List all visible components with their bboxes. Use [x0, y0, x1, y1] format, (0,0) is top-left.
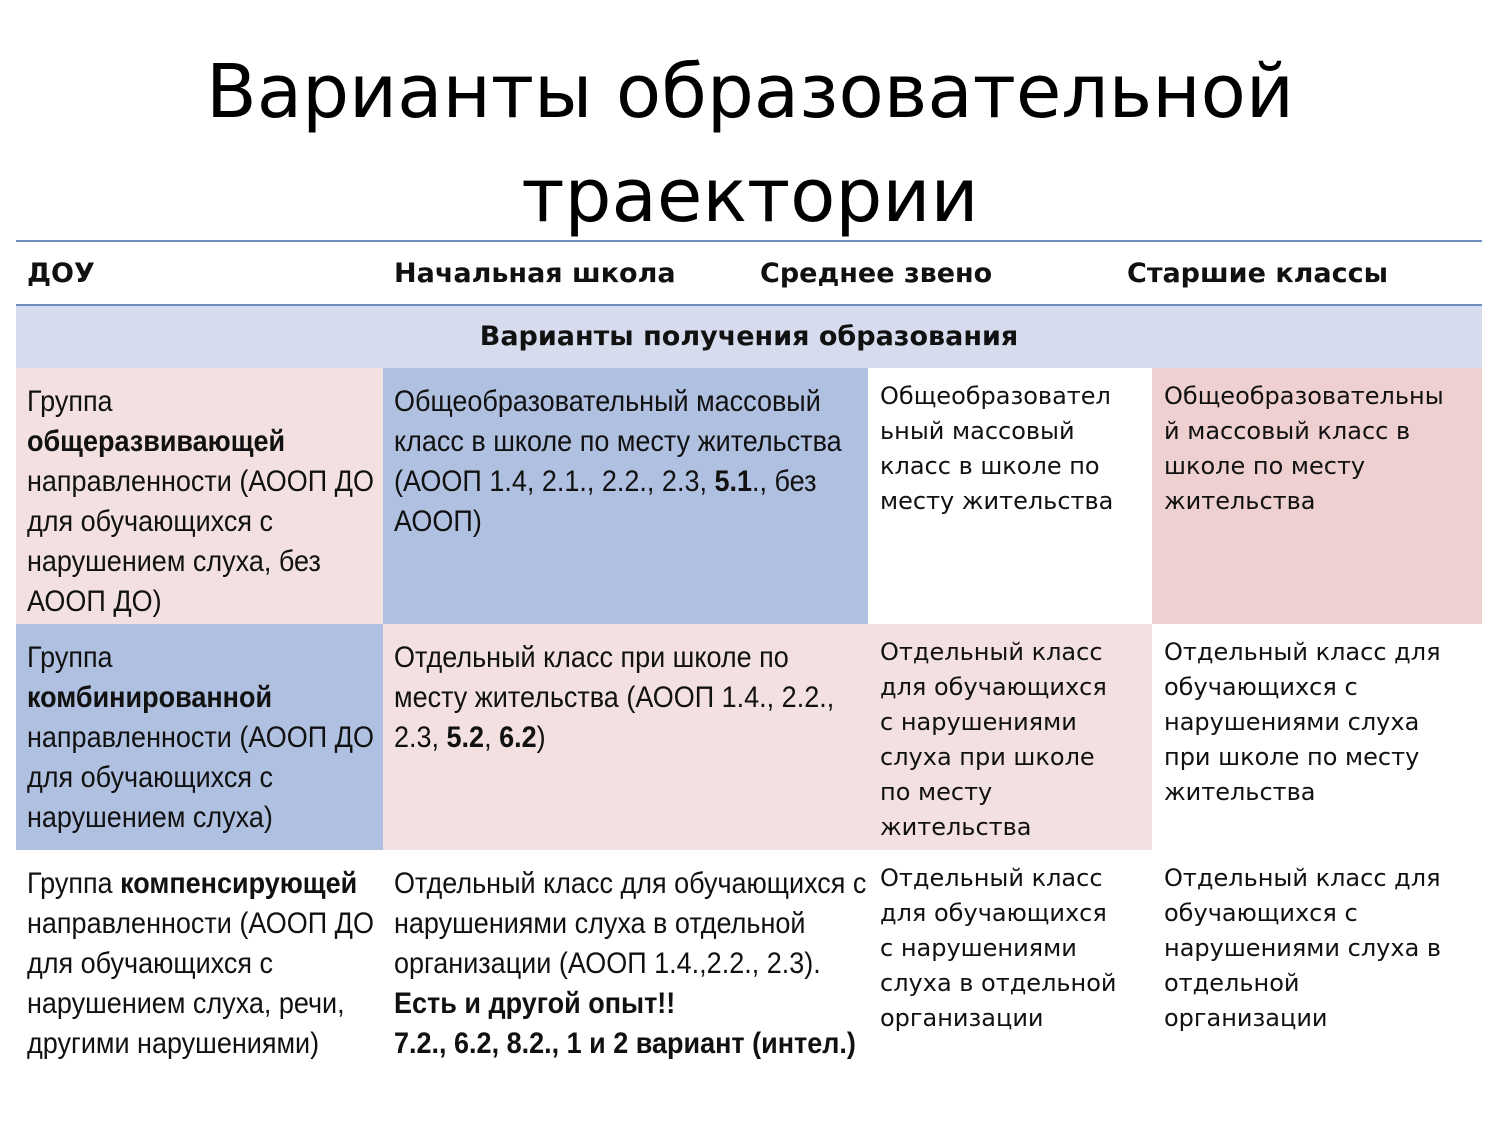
header-middle-school: Среднее звено — [760, 258, 993, 289]
row1-primary-a: Общеобразовательный массовый класс в школе по месту жительства (АООП 1.4, 2.1., 2.2., 2.3, — [394, 385, 842, 498]
row3-doy-c: направленности (АООП ДО для обучающихся с нарушением слуха, речи, другими нарушениями) — [27, 907, 374, 1060]
top-rule — [16, 240, 1482, 242]
row1-doy-cell — [16, 368, 383, 624]
row2-primary-e: ) — [536, 721, 546, 754]
row3-primary-a: Отдельный класс для обучающихся с нарушениями слуха в отдельной организации (АООП 1.4.,2.2., 2.3). — [394, 867, 867, 980]
row1-primary-cell — [383, 368, 868, 624]
row3-senior-text: Отдельный класс для обучающихся с нарушениями слуха в отдельной организации — [1164, 864, 1442, 1032]
row2-middle-text: Отдельный класс для обучающихся с нарушениями слуха при школе по месту жительства — [880, 638, 1107, 841]
row2-primary-text — [394, 638, 868, 758]
header-senior-classes: Старшие классы — [1127, 258, 1389, 289]
slide-title — [0, 40, 1500, 248]
row3-doy-b: компенсирующей — [120, 867, 358, 900]
row1-senior-text: Общеобразовательны й массовый класс в школе по месту жительства — [1164, 382, 1444, 515]
header-doy: ДОУ — [27, 258, 95, 289]
row2-primary-c: , — [484, 721, 500, 754]
header-primary-school: Начальная школа — [394, 258, 676, 289]
row2-primary-cell — [383, 624, 868, 850]
row2-doy-a: Группа — [27, 641, 113, 674]
row3-doy-text — [27, 864, 383, 1064]
row1-primary-b: 5.1 — [714, 465, 753, 498]
row2-primary-b: 5.2 — [446, 721, 485, 754]
row3-primary-cell — [383, 850, 868, 1112]
row2-doy-text — [27, 638, 383, 838]
row1-doy-b: общеразвивающей — [27, 425, 286, 458]
row3-doy-a: Группа — [27, 867, 121, 900]
row3-primary-c: 7.2., 6.2, 8.2., 1 и 2 вариант (интел.) — [394, 1027, 856, 1060]
row2-primary-a: Отдельный класс при школе по месту жительства (АООП 1.4., 2.2., 2.3, — [394, 641, 835, 754]
row1-doy-text — [27, 382, 383, 622]
row2-senior-text: Отдельный класс для обучающихся с нарушениями слуха при школе по месту жительства — [1164, 638, 1441, 806]
row1-primary-c: ., без АООП) — [394, 465, 817, 538]
row2-senior-cell — [1152, 624, 1482, 850]
row2-doy-b: комбинированной — [27, 681, 273, 714]
row3-senior-cell — [1152, 850, 1482, 1112]
row1-primary-text — [394, 382, 868, 542]
row3-doy-cell — [16, 850, 383, 1112]
row1-doy-c: направленности (АООП ДО для обучающихся с нарушением слуха, без АООП ДО) — [27, 465, 374, 618]
row2-doy-c: направленности (АООП ДО для обучающихся с нарушением слуха) — [27, 721, 374, 834]
row2-doy-cell — [16, 624, 383, 850]
section-band: Варианты получения образования — [16, 306, 1482, 368]
row3-primary-text — [394, 864, 868, 1064]
row3-middle-text: Отдельный класс для обучающихся с нарушениями слуха в отдельной организации — [880, 864, 1117, 1032]
title-line-2: траектории — [521, 153, 979, 239]
row1-middle-text: Общеобразовател ьный массовый класс в школе по месту жительства — [880, 382, 1114, 515]
row2-middle-cell — [868, 624, 1152, 850]
row1-doy-a: Группа — [27, 385, 113, 418]
title-line-1: Варианты образовательной — [205, 49, 1295, 135]
row1-middle-cell — [868, 368, 1152, 624]
row1-senior-cell — [1152, 368, 1482, 624]
row2-primary-d: 6.2 — [499, 721, 537, 754]
row3-primary-b: Есть и другой опыт!! — [394, 987, 676, 1020]
row3-middle-cell — [868, 850, 1152, 1112]
